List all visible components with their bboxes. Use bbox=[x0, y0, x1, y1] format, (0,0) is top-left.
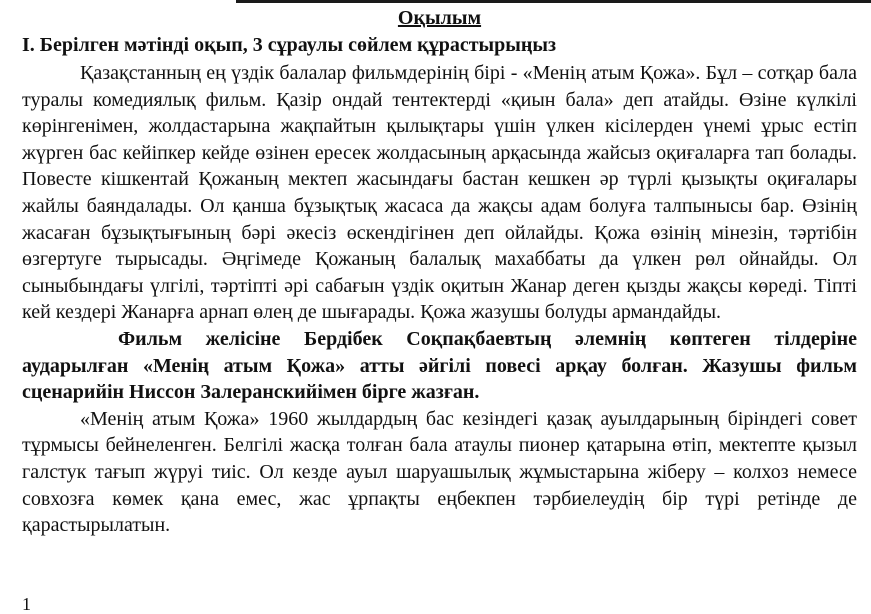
task-instruction: I. Берілген мәтінді оқып, 3 сұраулы сөйлем құрастырыңыз bbox=[22, 34, 557, 56]
document-page bbox=[22, 5, 857, 539]
document-title: Оқылым bbox=[397, 7, 482, 29]
paragraph-3: «Менің атым Қожа» 1960 жылдардың бас кезіндегі қазақ ауылдарының біріндегі совет тұрмысы бейнеленген. Белгілі жасқа толған бала атаулы пионер қатарына өтіп, мектепте қызыл галстук тағып жүруі тиіс. Ол кезде ауыл шаруашылық жұмыстарына жіберу – колхоз немесе совхозға көмек қана емес, жас ұрпақты еңбекпен тәрбиелеудің бір түрі ретінде де қарастырылатын. bbox=[22, 407, 857, 537]
paragraph-1: Қазақстанның ең үздік балалар фильмдерінің бірі - «Менің атым Қожа». Бұл – сотқар бала туралы комедиялық фильм. Қазір ондай тентектерді «қиын бала» деп атайды. Өзіне күлкілі көрінгенімен, жолдастарына жақпайтын қылықтары үшін үлкен кісілерден үнемі ұрыс естіп жүрген бас кейіпкер кейде өзінен ересек жолдасының арқасында жайсыз оқиғаларға тап болады. Повесте кішкентай Қожаның мектеп жасындағы бастан кешкен әр түрлі қызықты оқиғалары жайлы баяндалады. Ол қанша бұзықтық жасаса да жақсы адам болуға талпынысы бар. Өзінің жасаған бұзықтығының бәрі әкесіз өскендігінен деп ойлайды. Қожа өзінің мінезін, тәртібін өзгертуге тырысады. Әңгімеде Қожаның балалық махаббаты да үлкен рөл ойнайды. Ол сыныбындағы үлгілі, тәртіпті әрі сабағын үздік оқитын Жанар деген қызды жақсы көреді. Тіпті кей кездері Жанарға арнап өлең де шығарады. Қожа жазушы болуды армандайды. bbox=[22, 62, 857, 324]
paragraph-2: Фильм желісіне Бердібек Соқпақбаевтың әлемнің көптеген тілдеріне аударылған «Менің атым Қожа» атты әйгілі повесі арқау болған. Жазушы фильм сценарийін Ниссон Залеранскийімен бірге жазған. bbox=[22, 327, 857, 404]
top-rule bbox=[236, 0, 871, 3]
page-number: 1 bbox=[22, 594, 31, 614]
